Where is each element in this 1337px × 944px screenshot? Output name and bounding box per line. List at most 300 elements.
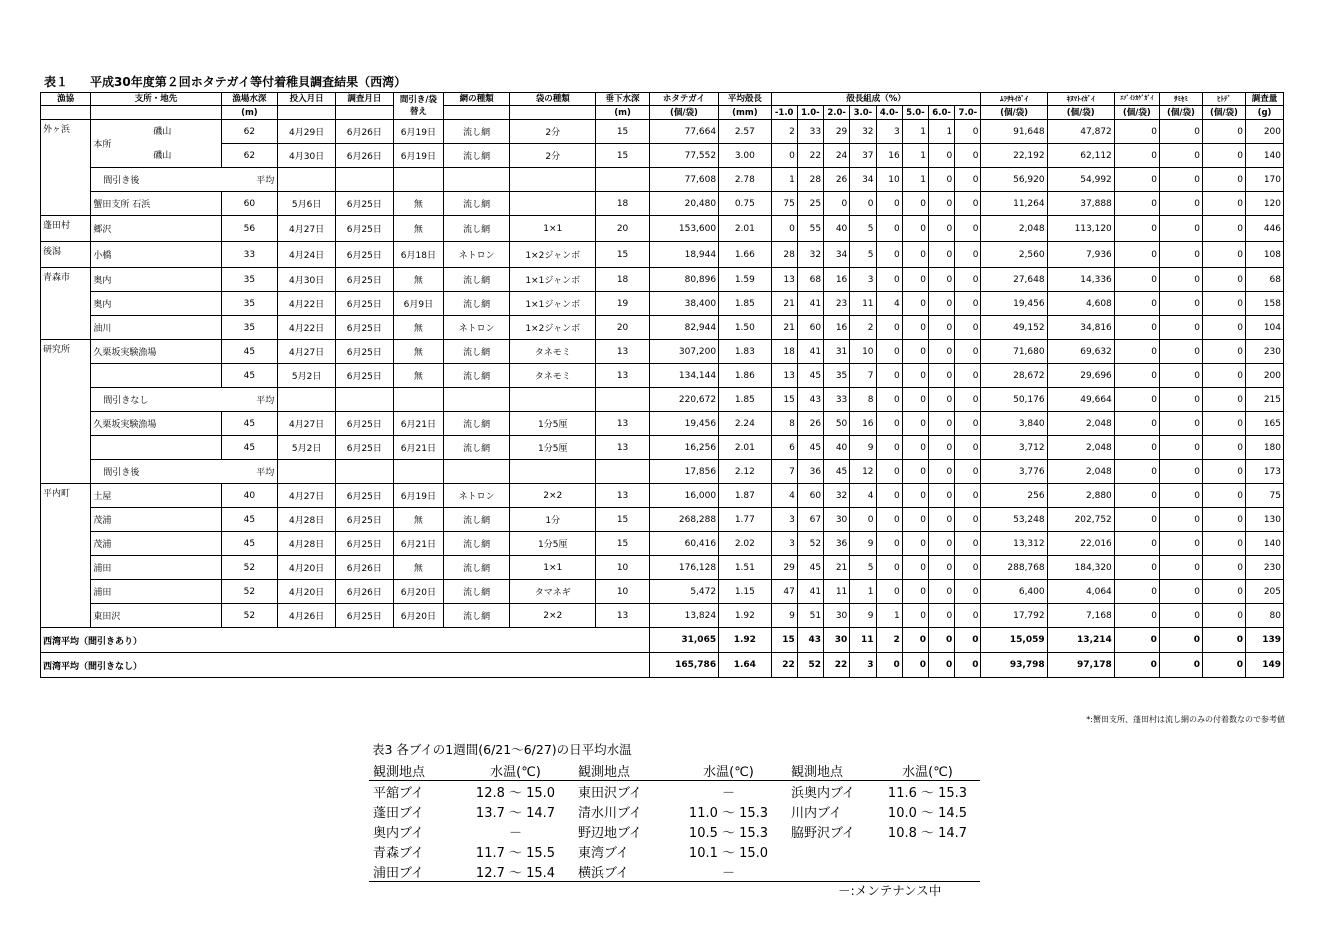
survey-date-cell: 6月25日 [335, 268, 393, 292]
survey-date-cell: 6月25日 [335, 340, 393, 364]
species-count-cell: 0 [1202, 388, 1245, 412]
composition-cell: 0 [955, 653, 981, 678]
composition-cell: 26 [824, 168, 850, 192]
composition-cell: 4 [850, 484, 876, 508]
composition-cell: 26 [797, 412, 823, 436]
composition-cell: 0 [876, 653, 902, 678]
species-count-cell: 13,312 [981, 532, 1047, 556]
weight-cell: 140 [1245, 144, 1283, 168]
composition-cell: 1 [902, 144, 928, 168]
composition-cell: 7 [850, 364, 876, 388]
empty-cell [335, 168, 393, 192]
species-count-cell: 14,336 [1047, 268, 1114, 292]
depth-cell: 52 [221, 604, 278, 628]
composition-cell: 0 [928, 628, 954, 653]
place-name: 久栗坂実験漁場 [91, 412, 221, 436]
summary-label: 西湾平均（間引きなし） [41, 653, 650, 678]
species-count-cell: 0 [1114, 532, 1159, 556]
header-species-unit: (個/袋) [1159, 106, 1202, 120]
depth-cell: 45 [221, 412, 278, 436]
empty-cell [393, 460, 443, 484]
bag-type-cell: 2×2 [510, 484, 596, 508]
composition-cell: 45 [797, 556, 823, 580]
composition-cell: 55 [797, 216, 823, 242]
avg-length-cell: 1.92 [719, 628, 771, 653]
composition-cell: 0 [928, 460, 954, 484]
species-count-cell: 0 [1114, 364, 1159, 388]
species-count-cell: 37,888 [1047, 192, 1114, 216]
species-count-cell: 0 [1159, 460, 1202, 484]
t3-site-cell: 脇野沢ブイ [791, 825, 855, 841]
weight-cell: 75 [1245, 484, 1283, 508]
composition-cell: 2 [850, 316, 876, 340]
table-row [41, 144, 1284, 168]
composition-cell: 32 [824, 484, 850, 508]
t3-temp-cell: 13.7 ～ 14.7 [475, 805, 556, 821]
composition-cell: 0 [955, 144, 981, 168]
t3-site-cell: 蓬田ブイ [373, 805, 424, 821]
composition-cell: 16 [850, 412, 876, 436]
composition-cell: 52 [797, 532, 823, 556]
composition-cell: 40 [824, 216, 850, 242]
composition-cell: 1 [928, 120, 954, 144]
t3-row [369, 801, 980, 821]
buoy-temperature-table [369, 760, 980, 882]
composition-cell: 11 [850, 292, 876, 316]
header-species-hitode: ﾋﾄﾃﾞ [1202, 93, 1245, 106]
net-type-cell: 流し網 [444, 556, 510, 580]
composition-cell: 13 [771, 268, 797, 292]
composition-cell: 0 [876, 508, 902, 532]
composition-cell: 11 [850, 628, 876, 653]
composition-cell: 8 [850, 388, 876, 412]
avg-length-cell: 1.92 [719, 604, 771, 628]
deploy-date-cell: 4月22日 [278, 292, 336, 316]
composition-cell: 22 [797, 144, 823, 168]
header-suika: 垂下水深 [596, 93, 650, 106]
empty-cell [510, 460, 596, 484]
composition-cell: 32 [850, 120, 876, 144]
header-bin: 1.0- [797, 106, 823, 120]
species-count-cell: 0 [1159, 364, 1202, 388]
species-count-cell: 2,048 [1047, 412, 1114, 436]
net-type-cell: ネトロン [444, 484, 510, 508]
weight-cell: 149 [1245, 653, 1283, 678]
species-count-cell: 0 [1202, 216, 1245, 242]
composition-cell: 60 [797, 316, 823, 340]
thinning-cell: 6月18日 [393, 242, 443, 268]
species-count-cell: 54,992 [1047, 168, 1114, 192]
t3-header-site: 観測地点 [787, 760, 875, 781]
thinning-cell: 6月21日 [393, 412, 443, 436]
species-count-cell: 7,936 [1047, 242, 1114, 268]
composition-cell: 0 [928, 292, 954, 316]
scallop-count-cell: 268,288 [649, 508, 718, 532]
composition-cell: 41 [797, 340, 823, 364]
composition-cell: 2 [876, 628, 902, 653]
avg-length-cell: 1.66 [719, 242, 771, 268]
species-count-cell: 15,059 [981, 628, 1047, 653]
avg-length-cell: 1.86 [719, 364, 771, 388]
bag-type-cell: 1×1 [510, 556, 596, 580]
survey-date-cell: 6月26日 [335, 580, 393, 604]
species-count-cell: 22,016 [1047, 532, 1114, 556]
species-count-cell: 0 [1114, 604, 1159, 628]
header-tounyu-sub [278, 106, 336, 120]
place-name: 郷沢 [91, 216, 221, 242]
species-count-cell: 2,048 [981, 216, 1047, 242]
net-type-cell: 流し網 [444, 412, 510, 436]
composition-cell: 47 [771, 580, 797, 604]
header-mabiki: 間引き/袋替え [393, 93, 443, 120]
header-bin: 2.0- [824, 106, 850, 120]
average-type: 間引き後 [103, 468, 140, 478]
depth-cell: 35 [221, 316, 278, 340]
table-row [41, 484, 1284, 508]
t3-site-cell: 東田沢ブイ [578, 785, 642, 801]
composition-cell: 0 [771, 216, 797, 242]
composition-cell: 6 [771, 436, 797, 460]
bag-type-cell: タマネギ [510, 580, 596, 604]
t3-header-temp: 水温(℃) [875, 760, 980, 781]
species-count-cell: 0 [1159, 292, 1202, 316]
empty-cell [596, 388, 650, 412]
place-cell [91, 120, 221, 168]
depth-cell: 52 [221, 580, 278, 604]
table-row [41, 580, 1284, 604]
average-label [91, 388, 278, 412]
empty-cell [278, 168, 336, 192]
scallop-count-cell: 20,480 [649, 192, 718, 216]
deploy-date-cell: 4月27日 [278, 340, 336, 364]
composition-cell: 0 [902, 460, 928, 484]
scallop-count-cell: 80,896 [649, 268, 718, 292]
place-name: 東田沢 [91, 604, 221, 628]
net-type-cell: 流し網 [444, 436, 510, 460]
species-count-cell: 0 [1202, 316, 1245, 340]
table-row [41, 388, 1284, 412]
weight-cell: 230 [1245, 340, 1283, 364]
t3-temp-cell [875, 861, 980, 882]
species-count-cell: 49,152 [981, 316, 1047, 340]
avg-length-cell: 1.87 [719, 484, 771, 508]
bag-type-cell: 1分5厘 [510, 436, 596, 460]
species-count-cell: 0 [1159, 484, 1202, 508]
composition-cell: 0 [955, 460, 981, 484]
composition-cell: 0 [876, 556, 902, 580]
species-count-cell: 0 [1159, 216, 1202, 242]
composition-cell: 36 [797, 460, 823, 484]
weight-cell: 68 [1245, 268, 1283, 292]
avg-length-cell: 2.01 [719, 436, 771, 460]
average-label [91, 460, 278, 484]
species-count-cell: 184,320 [1047, 556, 1114, 580]
composition-cell: 16 [824, 268, 850, 292]
header-weight: 調査量 [1245, 93, 1283, 106]
bag-type-cell: 1分5厘 [510, 412, 596, 436]
species-count-cell: 0 [1159, 412, 1202, 436]
scallop-count-cell: 307,200 [649, 340, 718, 364]
t3-site-cell: 横浜ブイ [574, 861, 670, 882]
net-type-cell: 流し網 [444, 292, 510, 316]
place-name: 磯山 [153, 151, 172, 161]
hang-depth-cell: 13 [596, 604, 650, 628]
net-type-cell: ネトロン [444, 242, 510, 268]
composition-cell: 0 [928, 144, 954, 168]
hang-depth-cell: 15 [596, 120, 650, 144]
composition-cell: 0 [902, 556, 928, 580]
table-row [41, 292, 1284, 316]
bag-type-cell: 1×2ジャンボ [510, 242, 596, 268]
species-count-cell: 50,176 [981, 388, 1047, 412]
species-count-cell: 0 [1159, 388, 1202, 412]
deploy-date-cell: 4月24日 [278, 242, 336, 268]
weight-cell: 120 [1245, 192, 1283, 216]
avg-length-cell: 2.12 [719, 460, 771, 484]
species-count-cell: 0 [1114, 436, 1159, 460]
bag-type-cell: 2×2 [510, 604, 596, 628]
composition-cell: 3 [850, 653, 876, 678]
survey-date-cell: 6月26日 [335, 144, 393, 168]
composition-cell: 0 [955, 364, 981, 388]
composition-cell: 16 [824, 316, 850, 340]
species-count-cell: 0 [1114, 460, 1159, 484]
thinning-cell: 6月19日 [393, 120, 443, 144]
scallop-count-cell: 165,786 [649, 653, 718, 678]
empty-cell [444, 388, 510, 412]
species-count-cell: 11,264 [981, 192, 1047, 216]
bag-type-cell: 2分 [510, 120, 596, 144]
scallop-count-cell: 60,416 [649, 532, 718, 556]
deploy-date-cell: 4月27日 [278, 412, 336, 436]
thinning-cell: 無 [393, 508, 443, 532]
composition-cell: 9 [850, 436, 876, 460]
composition-cell: 34 [850, 168, 876, 192]
table-row [41, 436, 1284, 460]
composition-cell: 0 [928, 580, 954, 604]
table-row [41, 168, 1284, 192]
composition-cell: 0 [928, 268, 954, 292]
composition-cell: 45 [797, 364, 823, 388]
header-bin: -1.0 [771, 106, 797, 120]
species-count-cell: 0 [1202, 268, 1245, 292]
depth-cell: 35 [221, 292, 278, 316]
composition-cell: 0 [876, 484, 902, 508]
composition-cell: 25 [797, 192, 823, 216]
avg-length-cell: 1.85 [719, 292, 771, 316]
header-suika-unit: (m) [596, 106, 650, 120]
composition-cell: 3 [771, 532, 797, 556]
table-row [41, 460, 1284, 484]
composition-cell: 45 [797, 436, 823, 460]
thinning-cell: 6月19日 [393, 484, 443, 508]
species-count-cell: 0 [1159, 168, 1202, 192]
hang-depth-cell: 13 [596, 436, 650, 460]
species-count-cell: 0 [1202, 292, 1245, 316]
composition-cell: 0 [902, 508, 928, 532]
group-label: 研究所 [41, 340, 91, 484]
header-tounyu: 投入月日 [278, 93, 336, 106]
net-type-cell: 流し網 [444, 216, 510, 242]
thinning-cell: 無 [393, 216, 443, 242]
hang-depth-cell: 15 [596, 242, 650, 268]
header-shisho-sub [91, 106, 221, 120]
composition-cell: 0 [928, 484, 954, 508]
depth-cell: 33 [221, 242, 278, 268]
species-count-cell: 91,648 [981, 120, 1047, 144]
empty-cell [393, 388, 443, 412]
composition-cell: 0 [876, 388, 902, 412]
composition-cell: 0 [955, 580, 981, 604]
place-name [91, 364, 221, 388]
composition-cell: 45 [824, 460, 850, 484]
composition-cell: 0 [876, 340, 902, 364]
species-count-cell: 7,168 [1047, 604, 1114, 628]
avg-length-cell: 1.83 [719, 340, 771, 364]
composition-cell: 0 [928, 168, 954, 192]
empty-cell [278, 388, 336, 412]
species-count-cell: 0 [1159, 340, 1202, 364]
place-name: 油川 [91, 316, 221, 340]
composition-cell: 60 [797, 484, 823, 508]
species-count-cell: 0 [1202, 653, 1245, 678]
weight-cell: 205 [1245, 580, 1283, 604]
scallop-count-cell: 134,144 [649, 364, 718, 388]
t3-site-cell [787, 861, 875, 882]
species-count-cell: 2,560 [981, 242, 1047, 268]
header-depth: 漁場水深 [221, 93, 278, 106]
species-count-cell: 0 [1159, 316, 1202, 340]
deploy-date-cell: 4月30日 [278, 144, 336, 168]
composition-cell: 0 [902, 242, 928, 268]
header-bin: 7.0- [955, 106, 981, 120]
t3-temp-cell: 12.8 ～ 15.0 [475, 785, 556, 801]
bag-type-cell [510, 192, 596, 216]
avg-length-cell: 1.15 [719, 580, 771, 604]
t3-temp-cell: 12.7 ～ 15.4 [457, 861, 574, 882]
table-row [41, 364, 1284, 388]
avg-length-cell: 1.50 [719, 316, 771, 340]
species-count-cell: 0 [1202, 340, 1245, 364]
header-hotate: ホタテガイ [649, 93, 718, 106]
species-count-cell: 4,608 [1047, 292, 1114, 316]
survey-date-cell: 6月25日 [335, 192, 393, 216]
composition-cell: 0 [955, 192, 981, 216]
composition-cell: 0 [876, 580, 902, 604]
scallop-count-cell: 38,400 [649, 292, 718, 316]
composition-cell: 0 [928, 364, 954, 388]
attachment-survey-table [40, 92, 1284, 678]
species-count-cell: 0 [1202, 168, 1245, 192]
composition-cell: 0 [876, 364, 902, 388]
survey-date-cell: 6月25日 [335, 216, 393, 242]
species-count-cell: 0 [1202, 580, 1245, 604]
empty-cell [393, 168, 443, 192]
t3-temp-cell: 10.0 ～ 14.5 [887, 805, 968, 821]
deploy-date-cell: 4月27日 [278, 216, 336, 242]
depth-cell: 62 [221, 120, 278, 144]
deploy-date-cell: 4月29日 [278, 120, 336, 144]
bag-type-cell: 1×1 [510, 216, 596, 242]
branch-name: 蟹田支所 [93, 200, 130, 210]
thinning-cell: 無 [393, 556, 443, 580]
t3-temp-cell: 10.5 ～ 15.3 [688, 825, 769, 841]
t3-site-cell: 青森ブイ [373, 845, 424, 861]
composition-cell: 0 [955, 292, 981, 316]
place-name: 久栗坂実験漁場 [91, 340, 221, 364]
survey-date-cell: 6月25日 [335, 316, 393, 340]
hang-depth-cell: 19 [596, 292, 650, 316]
composition-cell: 0 [928, 216, 954, 242]
scallop-count-cell: 19,456 [649, 412, 718, 436]
header-species-unit: (個/袋) [1047, 106, 1114, 120]
depth-cell: 40 [221, 484, 278, 508]
composition-cell: 10 [850, 340, 876, 364]
composition-cell: 5 [850, 216, 876, 242]
species-count-cell: 17,792 [981, 604, 1047, 628]
species-count-cell: 0 [1114, 316, 1159, 340]
header-shisho: 支所・地先 [91, 93, 221, 106]
composition-cell: 0 [955, 412, 981, 436]
group-label: 後潟 [41, 242, 91, 268]
scallop-count-cell: 16,256 [649, 436, 718, 460]
composition-cell: 9 [850, 604, 876, 628]
bag-type-cell: タネモミ [510, 340, 596, 364]
species-count-cell: 0 [1114, 168, 1159, 192]
empty-cell [444, 168, 510, 192]
species-count-cell: 0 [1114, 580, 1159, 604]
header-chousa-sub [335, 106, 393, 120]
composition-cell: 0 [850, 508, 876, 532]
table-row [41, 412, 1284, 436]
place-name: 浦田 [91, 556, 221, 580]
t3-site-cell [787, 841, 875, 861]
depth-cell: 60 [221, 192, 278, 216]
place-name: 土屋 [91, 484, 221, 508]
composition-cell: 43 [797, 628, 823, 653]
average-word: 平均 [256, 396, 275, 406]
composition-cell: 0 [928, 340, 954, 364]
t3-temp-cell: 11.6 ～ 15.3 [887, 785, 968, 801]
weight-cell: 139 [1245, 628, 1283, 653]
summary-label: 西湾平均（間引きあり） [41, 628, 650, 653]
composition-cell: 0 [928, 532, 954, 556]
species-count-cell: 0 [1202, 436, 1245, 460]
t3-site-cell: 浦田ブイ [369, 861, 457, 882]
composition-cell: 0 [928, 242, 954, 268]
composition-cell: 68 [797, 268, 823, 292]
bag-type-cell: 1分5厘 [510, 532, 596, 556]
composition-cell: 0 [902, 484, 928, 508]
header-heikin: 平均殻長 [719, 93, 771, 106]
empty-cell [335, 460, 393, 484]
composition-cell: 0 [876, 268, 902, 292]
average-type: 間引き後 [103, 176, 140, 186]
avg-length-cell: 3.00 [719, 144, 771, 168]
thinning-cell: 無 [393, 340, 443, 364]
composition-cell: 0 [902, 532, 928, 556]
scallop-count-cell: 77,608 [649, 168, 718, 192]
composition-cell: 0 [902, 412, 928, 436]
table-row [41, 192, 1284, 216]
avg-length-cell: 2.01 [719, 216, 771, 242]
species-count-cell: 0 [1114, 216, 1159, 242]
composition-cell: 36 [824, 532, 850, 556]
t3-header-temp: 水温(℃) [670, 760, 787, 781]
net-type-cell: 流し網 [444, 508, 510, 532]
scallop-count-cell: 82,944 [649, 316, 718, 340]
bag-type-cell: 1×2ジャンボ [510, 316, 596, 340]
